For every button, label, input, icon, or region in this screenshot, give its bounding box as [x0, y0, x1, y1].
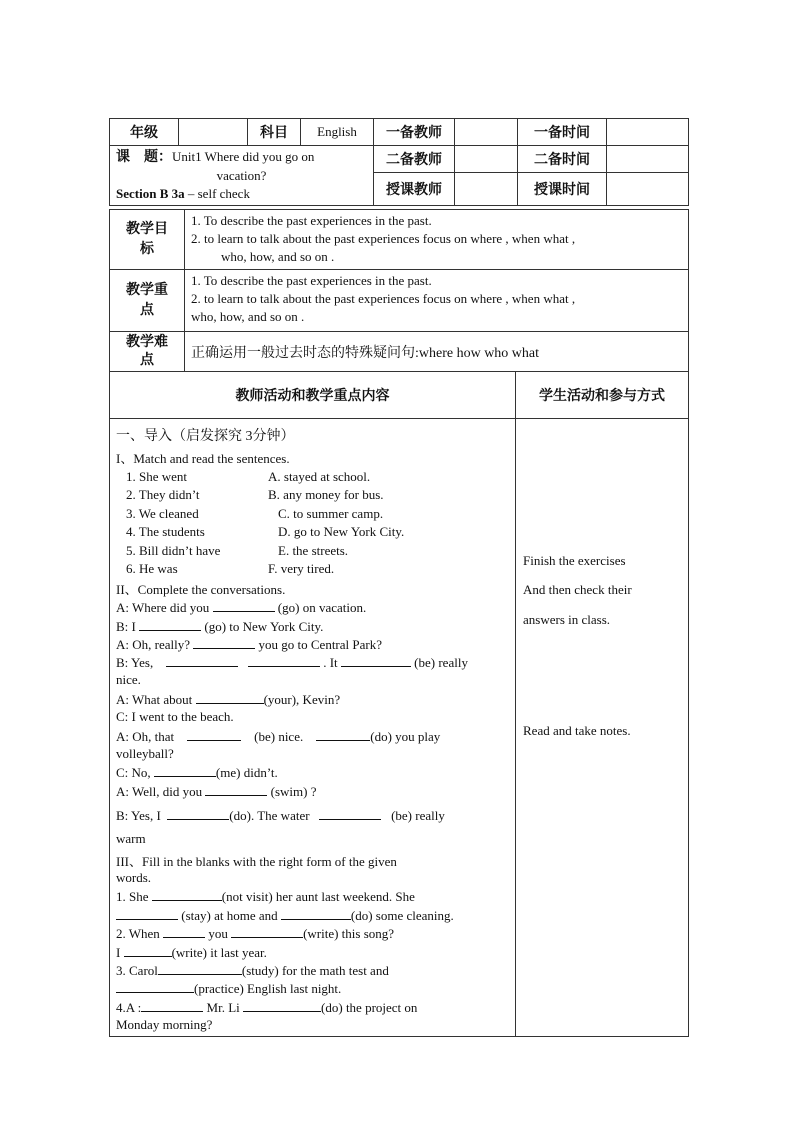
match-right-item: C. to summer camp. — [278, 505, 384, 521]
dialogue-line: B: Yes, I (do). The water (be) really — [116, 807, 445, 823]
exercise-line: 1. She (not visit) her aunt last weekend. She — [116, 888, 415, 904]
left-column-header: 教师活动和教学重点内容 — [110, 372, 516, 418]
goals-content: 1. To describe the past experiences in the past. 2. to learn to talk about the past experiences focus on where , when what , who, how, and so on . — [185, 210, 689, 270]
keypoints-label: 教学重 点 — [110, 270, 185, 332]
match-left-item: 5. Bill didn’t have — [126, 542, 221, 558]
dialogue-line: volleyball? — [116, 745, 174, 761]
blank-line[interactable] — [124, 944, 172, 957]
dialogue-line: A: What about (your), Kevin? — [116, 691, 341, 707]
blank-line[interactable] — [196, 691, 264, 704]
blank-line[interactable] — [116, 907, 178, 920]
part3-title: III、Fill in the blanks with the right form of the given — [116, 853, 397, 869]
header-table — [109, 118, 689, 206]
topic-continuation: vacation? — [216, 168, 267, 183]
exercise-line: 3. Carol (study) for the math test and — [116, 962, 389, 978]
exercise-line: I (write) it last year. — [116, 944, 267, 960]
exercise-line: (practice) English last night. — [116, 980, 341, 997]
intro-heading: 一、导入（启发探究 3分钟） — [116, 428, 295, 444]
match-left-list — [126, 468, 220, 579]
dialogue-line: C: I went to the beach. — [116, 708, 234, 724]
objectives-table — [109, 209, 689, 372]
dialogue-line: A: Well, did you (swim) ? — [116, 783, 317, 799]
blank-line[interactable] — [139, 618, 201, 631]
blank-line[interactable] — [187, 728, 241, 741]
blank-line[interactable] — [163, 925, 205, 938]
match-left-item: 3. We cleaned — [126, 505, 199, 521]
time2-value[interactable] — [607, 146, 689, 173]
topic-label: 课 题： — [116, 150, 172, 165]
dialogue-line: warm — [116, 830, 146, 846]
dialogue-line: A: Where did you (go) on vacation. — [116, 599, 367, 615]
dialogue-line: A: Oh, really? you go to Central Park? — [116, 636, 382, 652]
difficulty-label: 教学难 点 — [110, 332, 185, 372]
match-right-item: F. very tired. — [268, 561, 335, 576]
part3-title-cont: words. — [116, 869, 152, 885]
match-right-item: A. stayed at school. — [268, 468, 371, 484]
time2-label: 二备时间 — [518, 146, 607, 173]
time3-value[interactable] — [607, 173, 689, 206]
student-notes-text: Read and take notes. — [523, 722, 631, 738]
activity-table — [109, 372, 689, 1037]
difficulty-content: 正确运用一般过去时态的特殊疑问句:where how who what — [185, 332, 689, 372]
topic-cell — [110, 146, 374, 206]
dialogue-line: B: Yes, . It (be) really — [116, 654, 468, 670]
right-column-header: 学生活动和参与方式 — [516, 372, 689, 418]
goals-label: 教学目 标 — [110, 210, 185, 270]
blank-line[interactable] — [281, 907, 351, 920]
keypoints-content: 1. To describe the past experiences in the past. 2. to learn to talk about the past experiences focus on where , when what , who, how, and so on . — [185, 270, 689, 332]
blank-line[interactable] — [193, 636, 255, 649]
blank-line[interactable] — [316, 728, 370, 741]
blank-line[interactable] — [116, 980, 194, 993]
dialogue-line: C: No, (me) didn’t. — [116, 764, 278, 780]
match-left-item: 6. He was — [126, 561, 178, 576]
blank-line[interactable] — [167, 807, 229, 820]
part1-title: I、Match and read the sentences. — [116, 450, 290, 466]
student-activity-text: Finish the exercises And then check their answers in class. — [523, 552, 632, 627]
match-right-item: D. go to New York City. — [278, 524, 405, 539]
blank-line[interactable] — [243, 999, 321, 1012]
blank-line[interactable] — [158, 962, 242, 975]
teacher2-label: 二备教师 — [374, 146, 455, 173]
blank-line[interactable] — [248, 654, 320, 667]
grade-label: 年级 — [110, 119, 179, 146]
match-left-item: 4. The students — [126, 524, 205, 539]
dialogue-line: nice. — [116, 671, 141, 687]
blank-line[interactable] — [205, 783, 267, 796]
exercise-line: 4.A : Mr. Li (do) the project on — [116, 999, 418, 1015]
dialogue-line: B: I (go) to New York City. — [116, 618, 324, 634]
time3-label: 授课时间 — [518, 173, 607, 206]
teacher2-value[interactable] — [455, 146, 518, 173]
match-left-item: 1. She went — [126, 468, 188, 484]
match-right-list — [268, 468, 404, 579]
subject-value: English — [301, 119, 374, 146]
lesson-plan-document — [109, 118, 689, 1037]
blank-line[interactable] — [154, 764, 216, 777]
grade-value[interactable] — [179, 119, 248, 146]
blank-line[interactable] — [231, 925, 303, 938]
match-right-item: B. any money for bus. — [268, 487, 384, 502]
teacher1-value[interactable] — [455, 119, 518, 146]
subject-label: 科目 — [248, 119, 301, 146]
blank-line[interactable] — [341, 654, 411, 667]
exercise-line: (stay) at home and (do) some cleaning. — [116, 907, 454, 924]
exercise-line: Monday morning? — [116, 1016, 213, 1032]
blank-line[interactable] — [213, 599, 275, 612]
blank-line[interactable] — [141, 999, 203, 1012]
topic-text: Unit1 Where did you go on — [172, 149, 315, 164]
time1-value[interactable] — [607, 119, 689, 146]
blank-line[interactable] — [166, 654, 238, 667]
blank-line[interactable] — [319, 807, 381, 820]
exercise-line: 2. When you (write) this song? — [116, 925, 395, 941]
match-left-item: 2. They didn’t — [126, 487, 200, 502]
section-suffix: – self check — [184, 186, 250, 201]
section-label: Section B 3a — [116, 186, 185, 201]
time1-label: 一备时间 — [518, 119, 607, 146]
teacher3-label: 授课教师 — [374, 173, 455, 206]
part2-title: II、Complete the conversations. — [116, 581, 286, 597]
blank-line[interactable] — [152, 888, 222, 901]
student-activity-cell — [516, 418, 689, 1036]
teacher1-label: 一备教师 — [374, 119, 455, 146]
dialogue-line: A: Oh, that (be) nice. (do) you play — [116, 728, 441, 744]
teacher3-value[interactable] — [455, 173, 518, 206]
teacher-activity-cell — [110, 418, 516, 1036]
match-right-item: E. the streets. — [278, 542, 349, 558]
